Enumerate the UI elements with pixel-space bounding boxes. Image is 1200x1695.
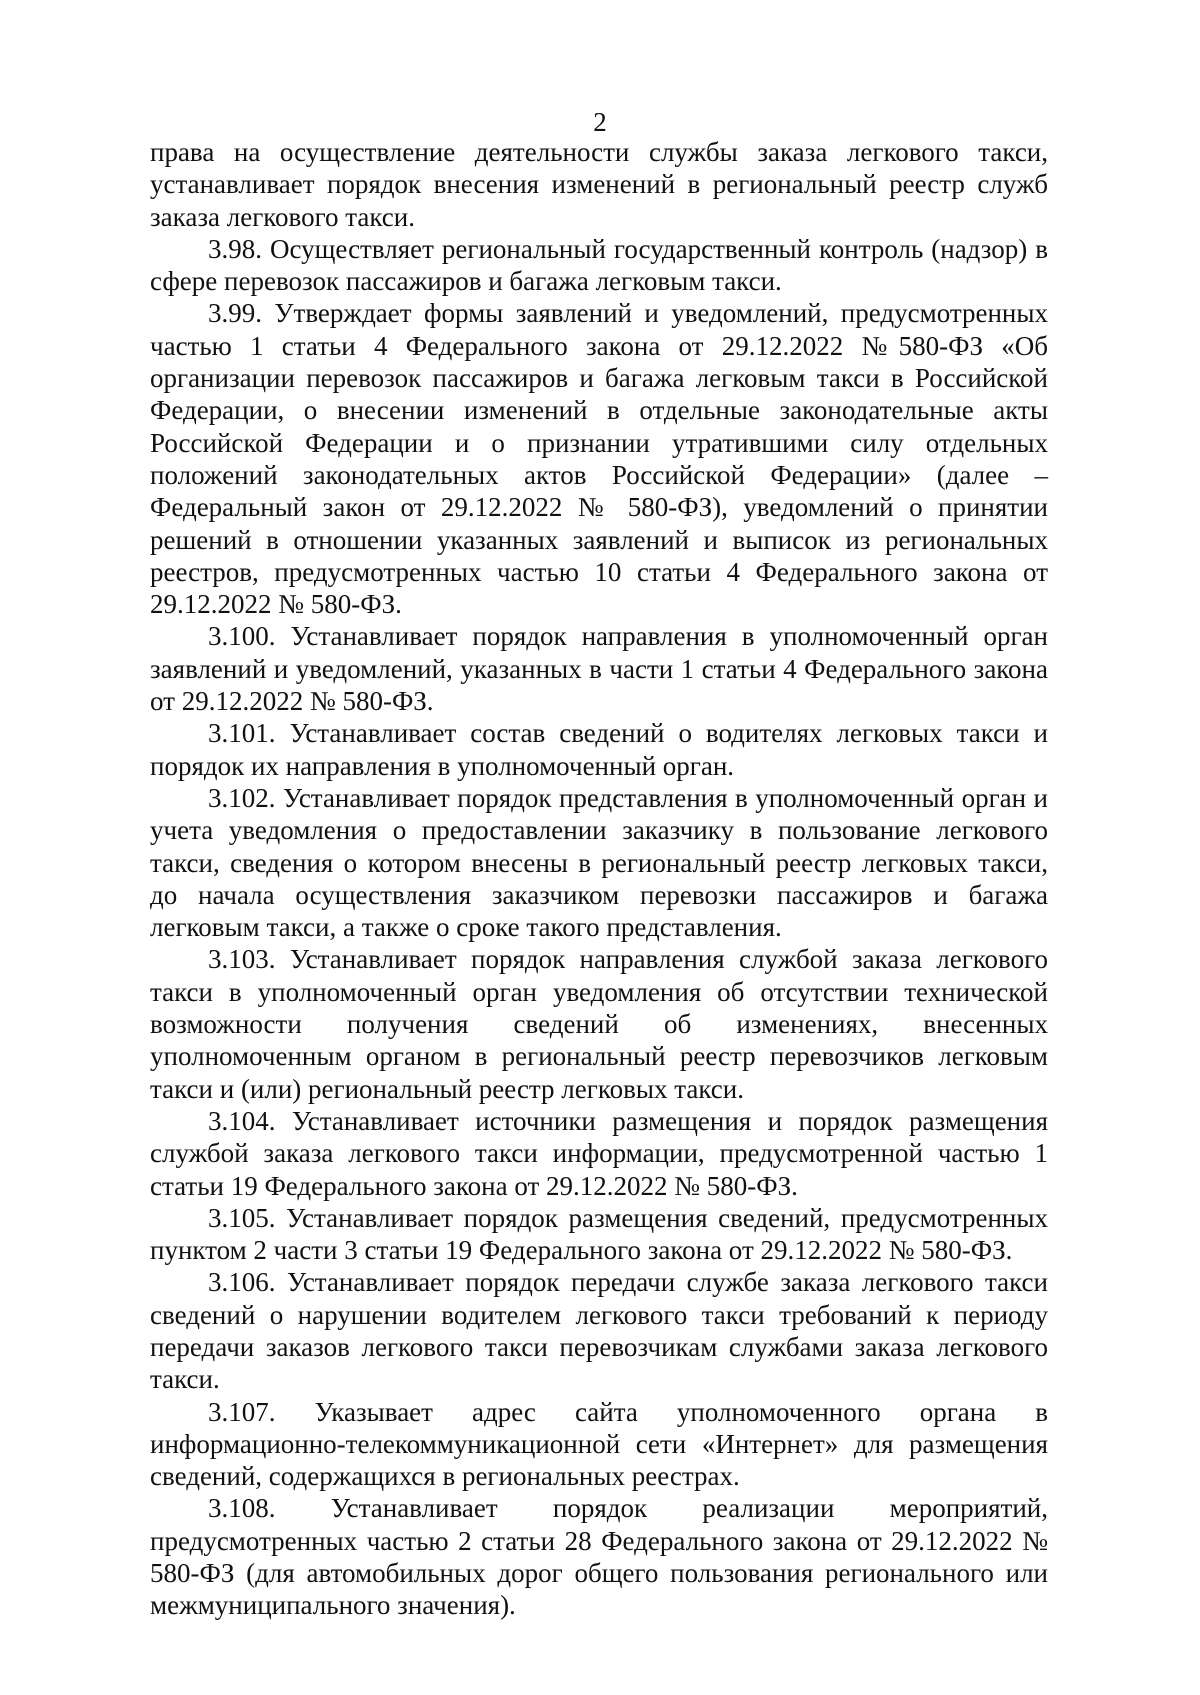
paragraph-3-103: 3.103. Устанавливает порядок направления службой заказа легкового такси в уполномоченный орган уведомления об отсутствии технической возможности получения сведений об изменениях, внесенных уполномоченным органом в региональный реестр перевозчиков легковым такси и (или) региональный реестр легковых такси. bbox=[150, 944, 1048, 1104]
document-body bbox=[150, 136, 1048, 1622]
paragraph-3-108: 3.108. Устанавливает порядок реализации мероприятий, предусмотренных частью 2 статьи 28 Федерального закона от 29.12.2022 № 580-ФЗ (для автомобильных дорог общего пользования регионального или межмуниципального значения). bbox=[150, 1493, 1048, 1621]
paragraph-3-98: 3.98. Осуществляет региональный государственный контроль (надзор) в сфере перевозок пассажиров и багажа легковым такси. bbox=[150, 233, 1048, 297]
paragraph-3-102: 3.102. Устанавливает порядок представления в уполномоченный орган и учета уведомления о предоставлении заказчику в пользование легкового такси, сведения о котором внесены в региональный реестр легковых такси, до начала осуществления заказчиком перевозки пассажиров и багажа легковым такси, а также о сроке такого представления. bbox=[150, 782, 1048, 943]
paragraph-3-104: 3.104. Устанавливает источники размещения и порядок размещения службой заказа легкового такси информации, предусмотренной частью 1 статьи 19 Федерального закона от 29.12.2022 № 580-ФЗ. bbox=[150, 1105, 1048, 1201]
paragraph-continuation: права на осуществление деятельности службы заказа легкового такси, устанавливает порядок внесения изменений в региональный реестр служб заказа легкового такси. bbox=[150, 137, 1048, 232]
paragraph-3-99: 3.99. Утверждает формы заявлений и уведомлений, предусмотренных частью 1 статьи 4 Федерального закона от 29.12.2022 №580-ФЗ «Об организации перевозок пассажиров и багажа легковым такси в Российской Федерации, о внесении изменений в отдельные законодательные акты Российской Федерации и о признании утратившими силу отдельных положений законодательных актов Российской Федерации» (далее – Федеральный закон от 29.12.2022 № 580-ФЗ), уведомлений о принятии решений в отношении указанных заявлений и выписок из региональных реестров, предусмотренных частью 10 статьи 4 Федерального закона от 29.12.2022 № 580-ФЗ. bbox=[150, 298, 1048, 620]
paragraph-3-106: 3.106. Устанавливает порядок передачи службе заказа легкового такси сведений о нарушении водителем легкового такси требований к периоду передачи заказов легкового такси перевозчикам службами заказа легкового такси. bbox=[150, 1267, 1048, 1395]
paragraph-3-101: 3.101. Устанавливает состав сведений о водителях легковых такси и порядок их направления в уполномоченный орган. bbox=[150, 718, 1048, 781]
paragraph-3-100: 3.100. Устанавливает порядок направления в уполномоченный орган заявлений и уведомлений, указанных в части 1 статьи 4 Федерального закона от 29.12.2022 № 580-ФЗ. bbox=[150, 621, 1048, 717]
paragraph-3-105: 3.105. Устанавливает порядок размещения сведений, предусмотренных пунктом 2 части 3 статьи 19 Федерального закона от 29.12.2022 № 580-ФЗ. bbox=[150, 1202, 1048, 1266]
page-number: 2 bbox=[593, 107, 607, 137]
paragraph-3-107: 3.107. Указывает адрес сайта уполномоченного органа в информационно-телекоммуникационной сети «Интернет» для размещения сведений, содержащихся в региональных реестрах. bbox=[150, 1396, 1048, 1492]
